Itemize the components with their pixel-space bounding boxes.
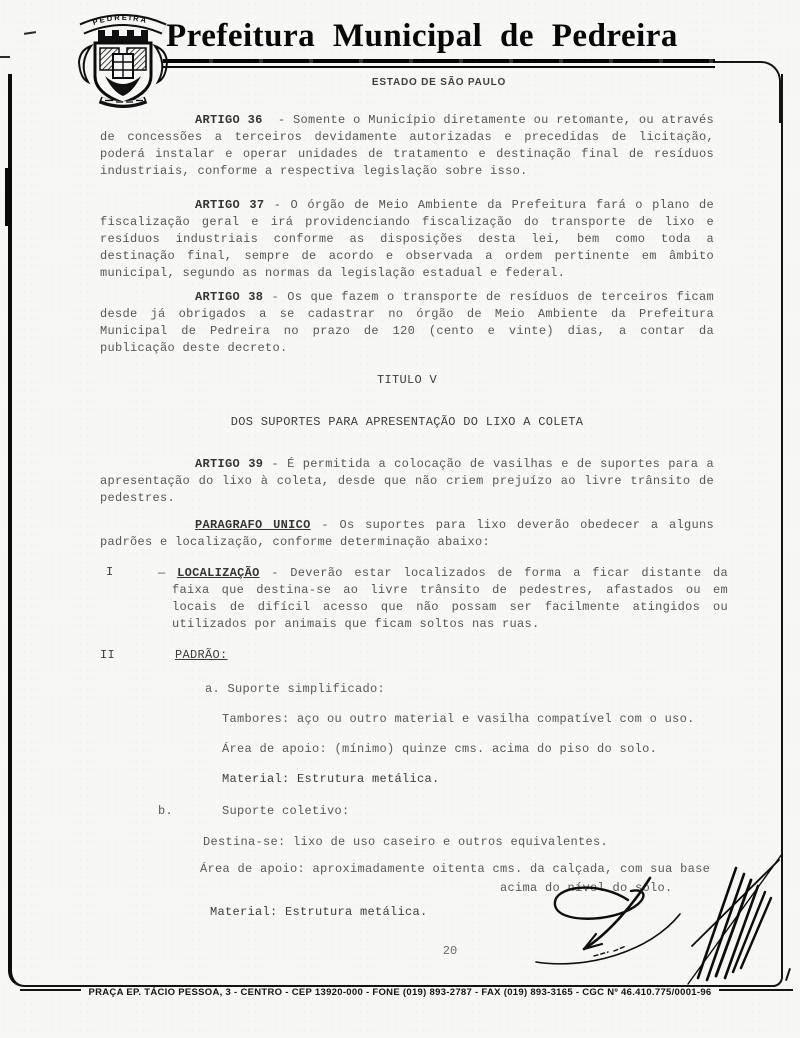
- state-label: ESTADO DE SÃO PAULO: [371, 77, 507, 88]
- subitem-b-line-2: Área de apoio: aproximadamente oitenta cms. da calçada, com sua base: [200, 862, 711, 876]
- paragrafo-unico: [100, 517, 714, 551]
- article-38-text: - Os que fazem o transporte de resíduos de terceiros ficam desde já obrigados a se cadastrar no órgão de Meio Ambiente da Prefeitura Municipal de Pedreira no prazo de 120 (cento e vinte) dias, a contar da publicação deste decreto.: [100, 290, 714, 355]
- signatures: [528, 852, 790, 988]
- item-1-numeral: I: [106, 565, 114, 579]
- crest-banner-text: PEDREIRA: [91, 12, 150, 27]
- paragrafo-unico-text: - Os suportes para lixo deverão obedecer a alguns padrões e localização, conforme determinação abaixo:: [100, 518, 714, 549]
- article-36-label: ARTIGO 36: [195, 113, 263, 127]
- article-38-label: ARTIGO 38: [195, 290, 264, 304]
- page-title: Prefeitura Municipal de Pedreira: [166, 18, 678, 54]
- article-39-text: - É permitida a colocação de vasilhas e de suportes para a apresentação do lixo à coleta, desde que não criem prejuízo ao livre trânsito de pedestres.: [100, 457, 714, 505]
- titulo-v-caption: DOS SUPORTES PARA APRESENTAÇÃO DO LIXO A COLETA: [230, 415, 584, 429]
- subitem-a-line-1: Tambores: aço ou outro material e vasilha compatível com o uso.: [222, 712, 695, 726]
- article-36-paragraph: [100, 112, 714, 180]
- subitem-b-line-1: Destina-se: lixo de uso caseiro e outros equivalentes.: [203, 835, 609, 849]
- page-number: 20: [442, 944, 458, 958]
- article-37-label: ARTIGO 37: [195, 198, 265, 212]
- subitem-b-title: Suporte coletivo:: [222, 804, 350, 818]
- item-2-numeral: II: [100, 648, 116, 662]
- footer-address: PRAÇA EP. TÁCIO PESSOA, 3 - CENTRO - CEP 13920-000 - FONE (019) 893-2787 - FAX (019) 893-3165 - CGC Nº 46.410.775/0001-96: [81, 987, 718, 998]
- article-36-text: - Somente o Município diretamente ou retomante, ou através de concessões a terceiros devidamente autorizadas e precedidas de licitação, poderá instalar e operar unidades de tratamento e destinação final de resíduos industriais, conforme a respectiva legislação sobre isso.: [100, 113, 714, 178]
- subitem-a-line-3: Material: Estrutura metálica.: [222, 772, 440, 786]
- subitem-b-line-4: Material: Estrutura metálica.: [210, 905, 428, 919]
- handwritten-signature-icon: [536, 878, 680, 964]
- subitem-b-line-3: acima do nível do solo.: [500, 881, 673, 895]
- article-37-paragraph: [100, 197, 714, 282]
- footer-address-bar: [0, 982, 800, 1000]
- item-1-label: LOCALIZAÇÃO: [177, 566, 260, 580]
- subitem-b-marker: b.: [158, 804, 174, 818]
- item-1-text: - Deverão estar localizados de forma a ficar distante da faixa que destina-se ao livre trânsito de pedestres, afastados ou em locais de difícil acesso que não possam ser facilmente atingidos ou utilizados por animais que ficam soltos nas ruas.: [172, 566, 728, 631]
- subitem-a-line-2: Área de apoio: (mínimo) quinze cms. acima do piso do solo.: [222, 742, 658, 756]
- subitem-a-marker: a.: [205, 682, 221, 696]
- item-2-label: PADRÃO:: [175, 648, 228, 662]
- subitem-a-title: a. Suporte simplificado:: [205, 682, 386, 696]
- article-38-paragraph: [100, 289, 714, 357]
- handwritten-signature-icon: [688, 854, 782, 984]
- article-39-paragraph: [100, 456, 714, 507]
- item-1-dash: —: [158, 566, 166, 580]
- paragrafo-unico-label: PARAGRAFO UNICO: [195, 518, 311, 532]
- article-37-text: - O órgão de Meio Ambiente da Prefeitura fará o plano de fiscalização geral e irá providenciando fiscalização do transporte de lixo e resíduos industriais conforme as disposições desta lei, bem como toda a destinação final, sempre de acordo e observada a ordem pertinente em âmbito municipal, segundo as normas da legislação estadual e federal.: [100, 198, 714, 280]
- item-1-localizacao: [158, 565, 728, 633]
- titulo-v-heading: TITULO V: [376, 373, 437, 387]
- article-39-label: ARTIGO 39: [195, 457, 264, 471]
